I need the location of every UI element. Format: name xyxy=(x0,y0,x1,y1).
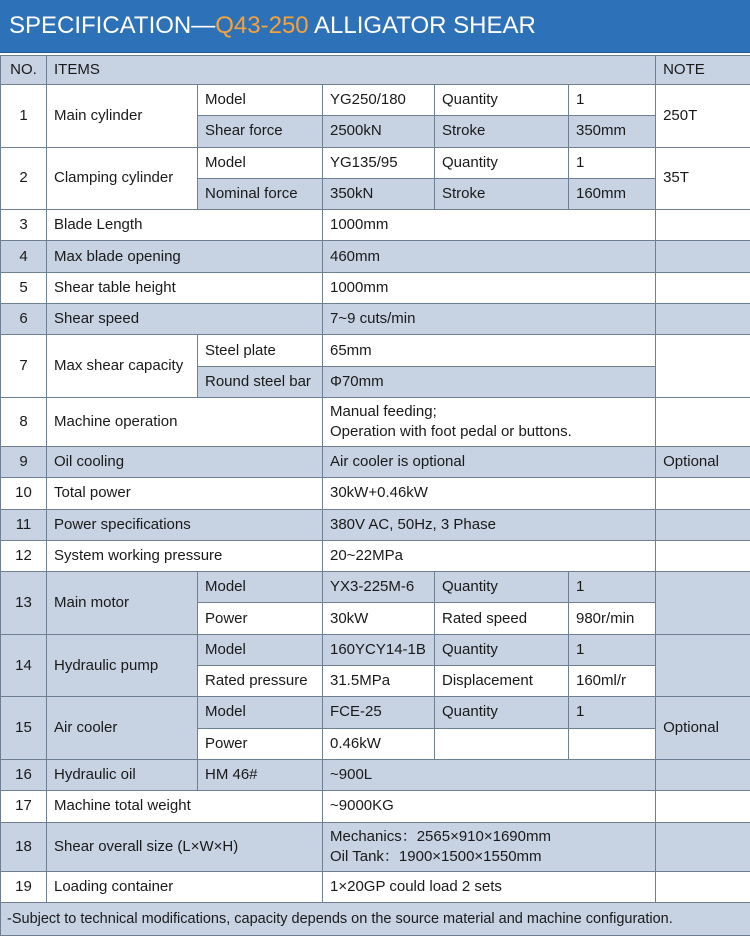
row-number: 15 xyxy=(1,697,47,760)
param-label: Model xyxy=(198,634,323,665)
note-cell xyxy=(656,210,750,241)
param-value: 350mm xyxy=(569,116,656,147)
table-row xyxy=(1,85,750,116)
param-label: Quantity xyxy=(435,697,569,728)
item-label: Max shear capacity xyxy=(47,335,198,398)
table-row xyxy=(1,241,750,272)
param-value: FCE-25 xyxy=(323,697,435,728)
item-value xyxy=(323,822,656,871)
note-cell xyxy=(656,509,750,540)
param-label: Round steel bar xyxy=(198,366,323,397)
title-bar xyxy=(0,0,750,53)
row-number: 16 xyxy=(1,759,47,790)
item-label: Air cooler xyxy=(47,697,198,760)
page-title: SPECIFICATION—Q43-250 ALLIGATOR SHEAR xyxy=(9,12,536,39)
item-label: Main cylinder xyxy=(47,85,198,148)
row-number: 2 xyxy=(1,147,47,210)
item-label: Shear speed xyxy=(47,304,323,335)
row-number: 9 xyxy=(1,446,47,477)
param-label: Steel plate xyxy=(198,335,323,366)
param-value: 160mm xyxy=(569,178,656,209)
item-label: Machine operation xyxy=(47,397,323,446)
note-cell: Optional xyxy=(656,446,750,477)
item-label: Max blade opening xyxy=(47,241,323,272)
item-value: 1×20GP could load 2 sets xyxy=(323,871,656,902)
param-value: 30kW xyxy=(323,603,435,634)
param-value: 0.46kW xyxy=(323,728,435,759)
row-number: 13 xyxy=(1,572,47,635)
param-value: 1 xyxy=(569,85,656,116)
param-label: Shear force xyxy=(198,116,323,147)
param-value: 1 xyxy=(569,697,656,728)
item-value: 1000mm xyxy=(323,272,656,303)
header-no: NO. xyxy=(1,56,47,85)
value-line: Manual feeding; xyxy=(330,402,437,420)
param-value: 160ml/r xyxy=(569,666,656,697)
item-label: Shear table height xyxy=(47,272,323,303)
table-row xyxy=(1,335,750,366)
row-number: 7 xyxy=(1,335,47,398)
param-label: Model xyxy=(198,85,323,116)
param-label: Stroke xyxy=(435,116,569,147)
item-label: Oil cooling xyxy=(47,446,323,477)
table-row xyxy=(1,759,750,790)
row-number: 10 xyxy=(1,478,47,509)
item-value: Air cooler is optional xyxy=(323,446,656,477)
note-cell: 250T xyxy=(656,85,750,148)
header-note: NOTE xyxy=(656,56,750,85)
param-value: 1 xyxy=(569,572,656,603)
table-row xyxy=(1,572,750,603)
item-label: Power specifications xyxy=(47,509,323,540)
param-label: Stroke xyxy=(435,178,569,209)
param-value: 31.5MPa xyxy=(323,666,435,697)
note-cell xyxy=(656,759,750,790)
param-label: Nominal force xyxy=(198,178,323,209)
footer-note: -Subject to technical modifications, capacity depends on the source material and machine configuration. xyxy=(1,902,750,935)
item-label: Loading container xyxy=(47,871,323,902)
item-label: Clamping cylinder xyxy=(47,147,198,210)
table-row xyxy=(1,272,750,303)
item-value: 30kW+0.46kW xyxy=(323,478,656,509)
param-value: 160YCY14-1B xyxy=(323,634,435,665)
param-label: Displacement xyxy=(435,666,569,697)
value-line: Operation with foot pedal or buttons. xyxy=(330,422,572,440)
param-label: Quantity xyxy=(435,634,569,665)
value-line: Mechanics：2565×910×1690mm xyxy=(330,827,551,845)
note-cell xyxy=(656,791,750,822)
header-items: ITEMS xyxy=(47,56,656,85)
param-label: Power xyxy=(198,603,323,634)
param-label: Quantity xyxy=(435,572,569,603)
param-label: Model xyxy=(198,697,323,728)
param-label: Quantity xyxy=(435,147,569,178)
model-highlight: Q43-250 xyxy=(215,12,309,39)
item-label: Total power xyxy=(47,478,323,509)
item-value: ~9000KG xyxy=(323,791,656,822)
note-cell xyxy=(656,304,750,335)
table-row xyxy=(1,147,750,178)
note-cell xyxy=(656,478,750,509)
value-line: Oil Tank：1900×1500×1550mm xyxy=(330,847,542,865)
param-label: Model xyxy=(198,147,323,178)
param-value xyxy=(569,728,656,759)
item-label: Machine total weight xyxy=(47,791,323,822)
row-number: 19 xyxy=(1,871,47,902)
item-label: Shear overall size (L×W×H) xyxy=(47,822,323,871)
param-value: YG135/95 xyxy=(323,147,435,178)
note-cell xyxy=(656,335,750,398)
table-row xyxy=(1,210,750,241)
note-cell xyxy=(656,272,750,303)
row-number: 1 xyxy=(1,85,47,148)
item-value: 380V AC, 50Hz, 3 Phase xyxy=(323,509,656,540)
row-number: 18 xyxy=(1,822,47,871)
footer-row xyxy=(1,902,750,935)
table-row xyxy=(1,446,750,477)
param-label: Rated speed xyxy=(435,603,569,634)
param-label xyxy=(435,728,569,759)
item-value: 1000mm xyxy=(323,210,656,241)
spec-table xyxy=(0,55,750,936)
param-value: 980r/min xyxy=(569,603,656,634)
param-label: Rated pressure xyxy=(198,666,323,697)
note-cell xyxy=(656,397,750,446)
row-number: 17 xyxy=(1,791,47,822)
note-cell xyxy=(656,241,750,272)
note-cell: Optional xyxy=(656,697,750,760)
param-value: 350kN xyxy=(323,178,435,209)
param-label: Model xyxy=(198,572,323,603)
table-row xyxy=(1,697,750,728)
table-row xyxy=(1,304,750,335)
item-label: Hydraulic pump xyxy=(47,634,198,697)
note-cell: 35T xyxy=(656,147,750,210)
table-row xyxy=(1,478,750,509)
item-label: Blade Length xyxy=(47,210,323,241)
item-value: ~900L xyxy=(323,759,656,790)
item-value: 20~22MPa xyxy=(323,540,656,571)
table-row xyxy=(1,871,750,902)
row-number: 12 xyxy=(1,540,47,571)
param-value: 65mm xyxy=(323,335,656,366)
row-number: 14 xyxy=(1,634,47,697)
row-number: 11 xyxy=(1,509,47,540)
param-value: YG250/180 xyxy=(323,85,435,116)
param-value: 1 xyxy=(569,634,656,665)
item-label: Hydraulic oil xyxy=(47,759,198,790)
note-cell xyxy=(656,871,750,902)
row-number: 8 xyxy=(1,397,47,446)
table-row xyxy=(1,540,750,571)
row-number: 3 xyxy=(1,210,47,241)
note-cell xyxy=(656,572,750,635)
item-value: 7~9 cuts/min xyxy=(323,304,656,335)
header-row xyxy=(1,56,750,85)
table-row xyxy=(1,791,750,822)
item-value xyxy=(323,397,656,446)
item-label: System working pressure xyxy=(47,540,323,571)
param-value: HM 46# xyxy=(198,759,323,790)
param-value: Φ70mm xyxy=(323,366,656,397)
table-row xyxy=(1,822,750,871)
table-row xyxy=(1,397,750,446)
row-number: 6 xyxy=(1,304,47,335)
row-number: 5 xyxy=(1,272,47,303)
item-label: Main motor xyxy=(47,572,198,635)
note-cell xyxy=(656,634,750,697)
note-cell xyxy=(656,822,750,871)
item-value: 460mm xyxy=(323,241,656,272)
table-row xyxy=(1,509,750,540)
param-value: YX3-225M-6 xyxy=(323,572,435,603)
table-row xyxy=(1,634,750,665)
param-label: Quantity xyxy=(435,85,569,116)
param-value: 1 xyxy=(569,147,656,178)
row-number: 4 xyxy=(1,241,47,272)
note-cell xyxy=(656,540,750,571)
param-label: Power xyxy=(198,728,323,759)
param-value: 2500kN xyxy=(323,116,435,147)
